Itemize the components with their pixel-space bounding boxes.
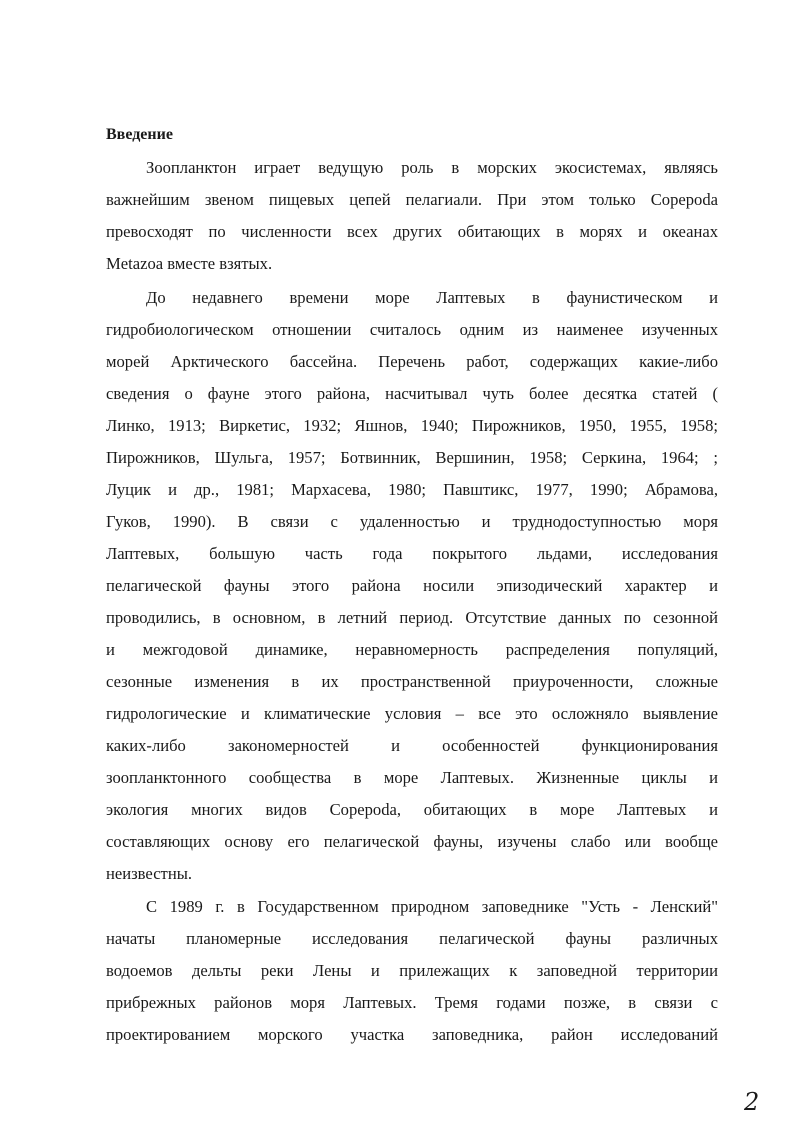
text-line: экология многих видов Copepoda, обитающих в море Лаптевых и <box>106 800 718 819</box>
text-line: морей Арктического бассейна. Перечень работ, содержащих какие-либо <box>106 352 718 371</box>
text-line: проектированием морского участка заповедника, район исследований <box>106 1025 718 1044</box>
section-heading: Введение <box>106 126 173 143</box>
text-line: зоопланктонного сообщества в море Лаптевых. Жизненные циклы и <box>106 768 718 787</box>
text-line: составляющих основу его пелагической фауны, изучены слабо или вообще <box>106 832 718 851</box>
text-line: Зоопланктон играет ведущую роль в морских экосистемах, являясь <box>146 158 718 177</box>
text-line: До недавнего времени море Лаптевых в фаунистическом и <box>146 288 718 307</box>
text-line: пелагической фауны этого района носили эпизодический характер и <box>106 576 718 595</box>
paragraph-3 <box>106 891 718 1051</box>
paragraph-2 <box>106 282 718 890</box>
text-line: каких-либо закономерностей и особенностей функционирования <box>106 736 718 755</box>
text-line: гидробиологическом отношении считалось одним из наименее изученных <box>106 320 718 339</box>
text-line: Metazoa вместе взятых. <box>106 254 273 273</box>
text-line: Линко, 1913; Виркетис, 1932; Яшнов, 1940; Пирожников, 1950, 1955, 1958; <box>106 416 718 435</box>
text-line: превосходят по численности всех других обитающих в морях и океанах <box>106 222 718 241</box>
text-line: сезонные изменения в их пространственной приуроченности, сложные <box>106 672 718 691</box>
text-line: Гуков, 1990). В связи с удаленностью и труднодоступностью моря <box>106 512 718 531</box>
text-line: водоемов дельты реки Лены и прилежащих к заповедной территории <box>106 961 718 980</box>
page-number: 2 <box>744 1088 760 1116</box>
text-line: неизвестны. <box>106 864 192 883</box>
text-line: важнейшим звеном пищевых цепей пелагиали. При этом только Copepoda <box>106 190 718 209</box>
text-line: Лаптевых, большую часть года покрытого льдами, исследования <box>106 544 718 563</box>
text-line: С 1989 г. в Государственном природном заповеднике "Усть - Ленский" <box>146 897 718 916</box>
text-line: прибрежных районов моря Лаптевых. Тремя годами позже, в связи с <box>106 993 718 1012</box>
paragraph-1 <box>106 152 718 280</box>
text-line: начаты планомерные исследования пелагической фауны различных <box>106 929 718 948</box>
text-line: Пирожников, Шульга, 1957; Ботвинник, Вершинин, 1958; Серкина, 1964; ; <box>106 448 718 467</box>
text-line: и межгодовой динамике, неравномерность распределения популяций, <box>106 640 718 659</box>
text-line: сведения о фауне этого района, насчитывал чуть более десятка статей ( <box>106 384 718 403</box>
text-line: гидрологические и климатические условия – все это осложняло выявление <box>106 704 718 723</box>
text-line: Луцик и др., 1981; Мархасева, 1980; Павштикс, 1977, 1990; Абрамова, <box>106 480 718 499</box>
text-line: проводились, в основном, в летний период. Отсутствие данных по сезонной <box>106 608 718 627</box>
